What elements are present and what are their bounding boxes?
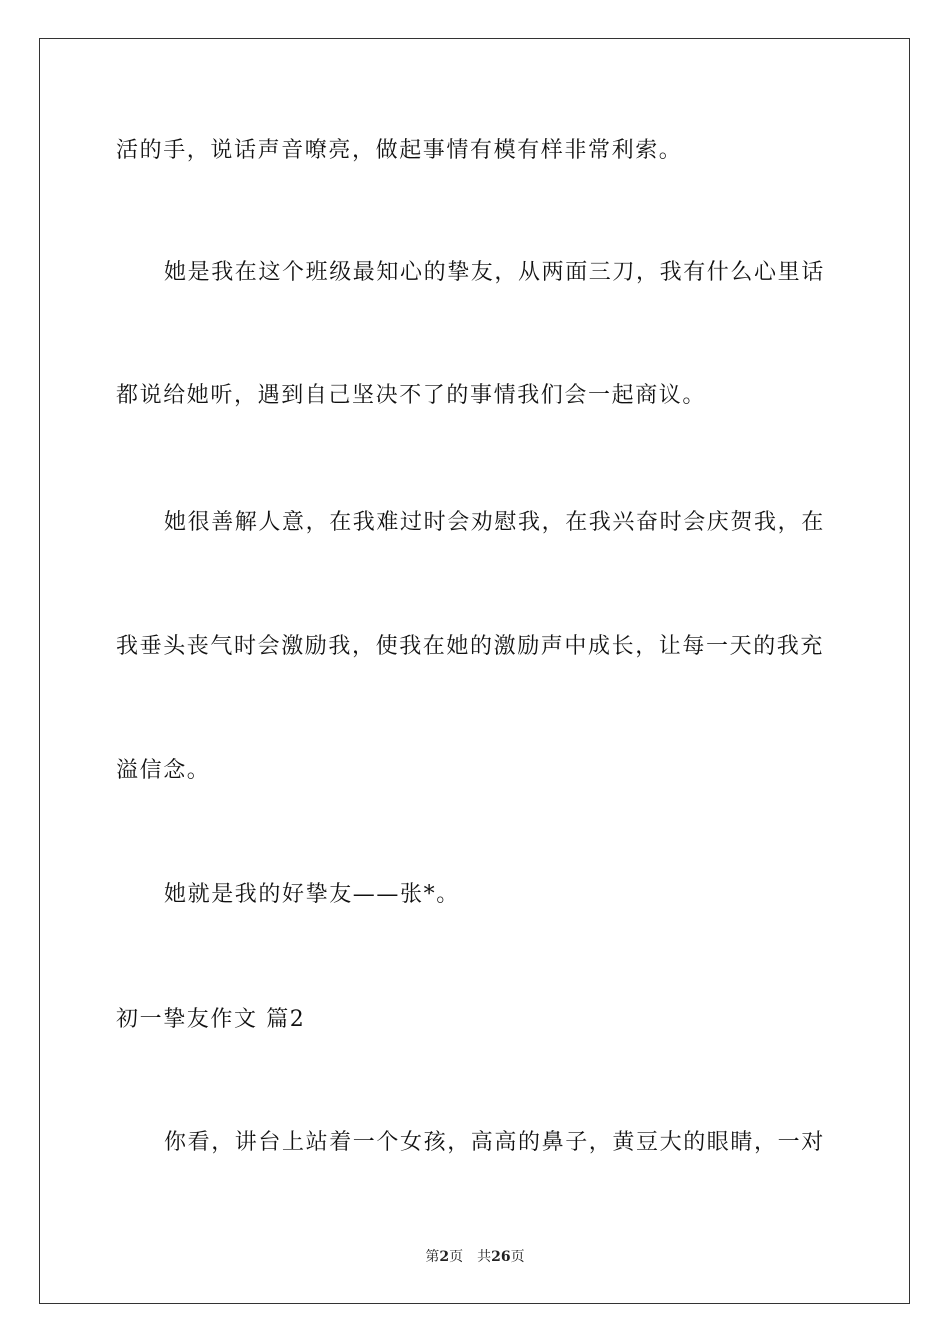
footer-total-prefix: 共	[477, 1249, 492, 1265]
footer-total-suffix: 页	[510, 1249, 525, 1265]
paragraph-line-3: 都说给她听，遇到自己坚决不了的事情我们会一起商议。	[116, 383, 707, 408]
footer-page-suffix: 页	[449, 1249, 464, 1265]
footer-page-number: 2	[439, 1249, 450, 1265]
paragraph-line-8: 你看，讲台上站着一个女孩，高高的鼻子，黄豆大的眼睛，一对	[164, 1130, 825, 1155]
footer-total-pages: 26	[491, 1249, 511, 1265]
page-border	[39, 38, 910, 1304]
section-heading: 初一挚友作文 篇2	[116, 1007, 306, 1032]
paragraph-line-6: 溢信念。	[116, 758, 211, 783]
paragraph-line-7: 她就是我的好挚友——张*。	[164, 882, 460, 907]
paragraph-line-1: 活的手，说话声音嘹亮，做起事情有模有样非常利索。	[116, 138, 683, 163]
page-footer	[0, 1247, 950, 1267]
paragraph-line-2: 她是我在这个班级最知心的挚友，从两面三刀，我有什么心里话	[164, 260, 825, 285]
footer-page-prefix: 第	[425, 1249, 440, 1265]
paragraph-line-5: 我垂头丧气时会激励我，使我在她的激励声中成长，让每一天的我充	[116, 634, 825, 659]
paragraph-line-4: 她很善解人意，在我难过时会劝慰我，在我兴奋时会庆贺我，在	[164, 510, 825, 535]
